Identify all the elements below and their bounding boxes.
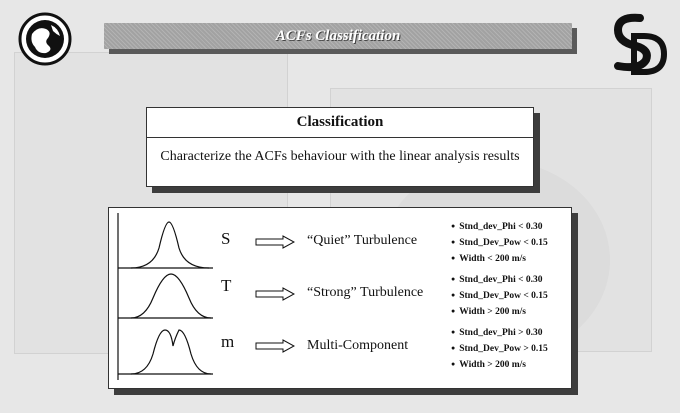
acf-curve-s: [131, 222, 209, 268]
title-bar: [104, 23, 572, 49]
hollow-right-arrow-icon: [255, 287, 295, 301]
criterion: ● Stnd_dev_Phi < 0.30: [451, 219, 548, 235]
acf-curve-t: [131, 274, 211, 318]
criterion: ● Stnd_dev_Phi > 0.30: [451, 325, 548, 341]
classification-description: Characterize the ACFs behaviour with the linear analysis results: [160, 149, 520, 164]
criteria-list-s: [451, 219, 548, 267]
classification-heading: Classification: [296, 114, 384, 130]
class-letter-s: S: [221, 229, 231, 248]
criterion: ● Stnd_Dev_Pow < 0.15: [451, 288, 548, 304]
criteria-list-t: [451, 272, 548, 320]
criterion: ● Stnd_Dev_Pow > 0.15: [451, 341, 548, 357]
slide-title: ACFs Classification: [275, 27, 401, 44]
class-label-m: Multi-Component: [307, 338, 409, 353]
class-label-s: “Quiet” Turbulence: [307, 233, 418, 248]
criterion: ● Width < 200 m/s: [451, 251, 548, 267]
class-letter-m: m: [221, 332, 235, 351]
class-label-t: “Strong” Turbulence: [307, 285, 424, 300]
criterion: ● Width > 200 m/s: [451, 304, 548, 320]
classes-box: [108, 207, 572, 389]
criteria-list-m: [451, 325, 548, 373]
globe-logo-icon: [18, 12, 72, 66]
criterion: ● Stnd_Dev_Pow < 0.15: [451, 235, 548, 251]
classification-box: [146, 107, 534, 187]
hollow-right-arrow-icon: [255, 339, 295, 353]
acf-curve-m: [131, 330, 211, 374]
classification-divider: [147, 137, 533, 138]
sd-monogram-logo-icon: [604, 12, 668, 76]
criterion: ● Width > 200 m/s: [451, 357, 548, 373]
class-letter-t: T: [221, 276, 232, 295]
hollow-right-arrow-icon: [255, 235, 295, 249]
criterion: ● Stnd_dev_Phi < 0.30: [451, 272, 548, 288]
